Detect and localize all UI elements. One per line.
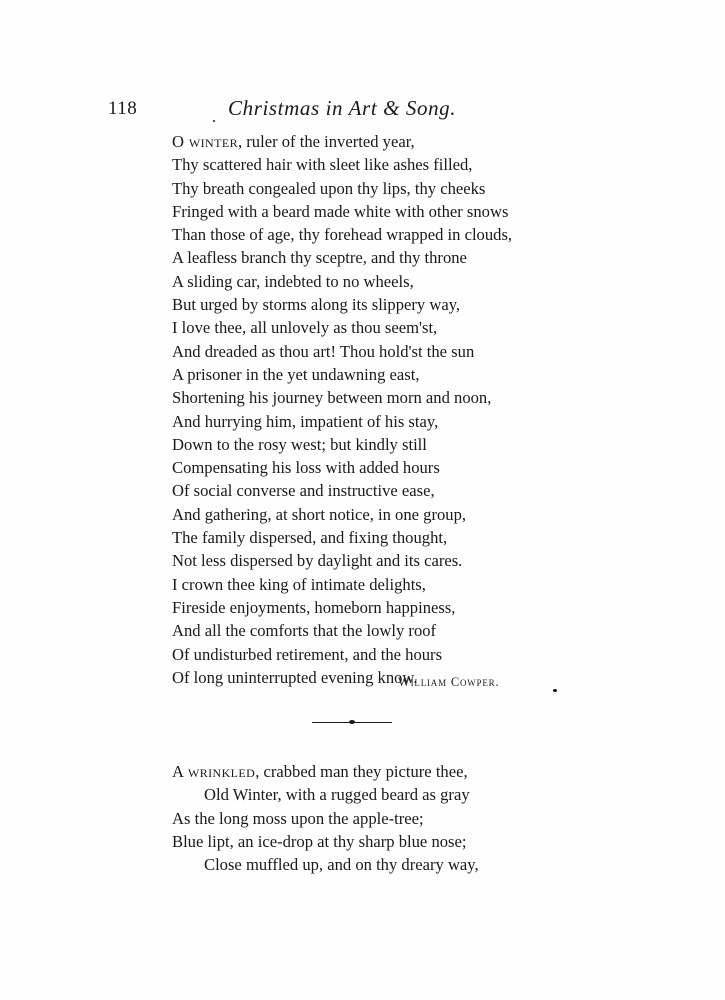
poem-line: And hurrying him, impatient of his stay,	[172, 411, 439, 431]
poem-line: Of long uninterrupted evening know.	[172, 667, 418, 687]
poem-line: A prisoner in the yet undawning east,	[172, 364, 420, 384]
poem-line: Old Winter, with a rugged beard as gray	[204, 785, 470, 805]
poem-line: As the long moss upon the apple-tree;	[172, 808, 424, 828]
poem-winter-cowper	[172, 130, 512, 689]
poem-line: I crown thee king of intimate delights,	[172, 574, 426, 594]
poem-line: Not less dispersed by daylight and its cares.	[172, 551, 463, 571]
ink-speck	[553, 689, 557, 692]
section-divider	[312, 720, 392, 725]
poem-line: A sliding car, indebted to no wheels,	[172, 271, 414, 291]
opening-words: A wrinkled	[172, 762, 256, 781]
poem-line: Down to the rosy west; but kindly still	[172, 434, 427, 454]
poem-line: And all the comforts that the lowly roof	[172, 621, 437, 641]
poem-line: Blue lipt, an ice-drop at thy sharp blue nose;	[172, 831, 467, 851]
divider-ornament	[349, 720, 355, 724]
poem-line: Thy scattered hair with sleet like ashes filled,	[172, 155, 473, 175]
poem-line: And gathering, at short notice, in one group,	[172, 504, 467, 524]
running-title: Christmas in Art & Song.	[228, 96, 457, 120]
poem-old-winter	[172, 760, 479, 876]
poem-line: A leafless branch thy sceptre, and thy throne	[172, 248, 467, 268]
poem-line: Thy breath congealed upon thy lips, thy cheeks	[172, 178, 486, 198]
poem-line: Close muffled up, and on thy dreary way,	[204, 855, 479, 875]
poem-line: Shortening his journey between morn and noon,	[172, 388, 492, 408]
page-number: 118	[108, 98, 138, 119]
poem-line: Than those of age, thy forehead wrapped in clouds,	[172, 225, 513, 245]
poem-line: The family dispersed, and fixing thought,	[172, 528, 448, 548]
poem-line: Of social converse and instructive ease,	[172, 481, 435, 501]
ink-speck	[213, 120, 215, 122]
poem-line: A wrinkled, crabbed man they picture thee,	[172, 762, 468, 781]
opening-words: O winter	[172, 132, 238, 151]
page-header	[0, 96, 725, 126]
poem-line: I love thee, all unlovely as thou seem'st,	[172, 318, 438, 338]
poem-line: And dreaded as thou art! Thou hold'st the sun	[172, 341, 475, 361]
poem-attribution: William Cowper.	[398, 675, 500, 689]
poem-line: Fringed with a beard made white with other snows	[172, 201, 509, 221]
poem-line: But urged by storms along its slippery way,	[172, 295, 461, 315]
poem-line: Compensating his loss with added hours	[172, 458, 440, 478]
poem-line: Of undisturbed retirement, and the hours	[172, 644, 443, 664]
poem-line: Fireside enjoyments, homeborn happiness,	[172, 597, 456, 617]
poem-line: O winter, ruler of the inverted year,	[172, 132, 415, 151]
